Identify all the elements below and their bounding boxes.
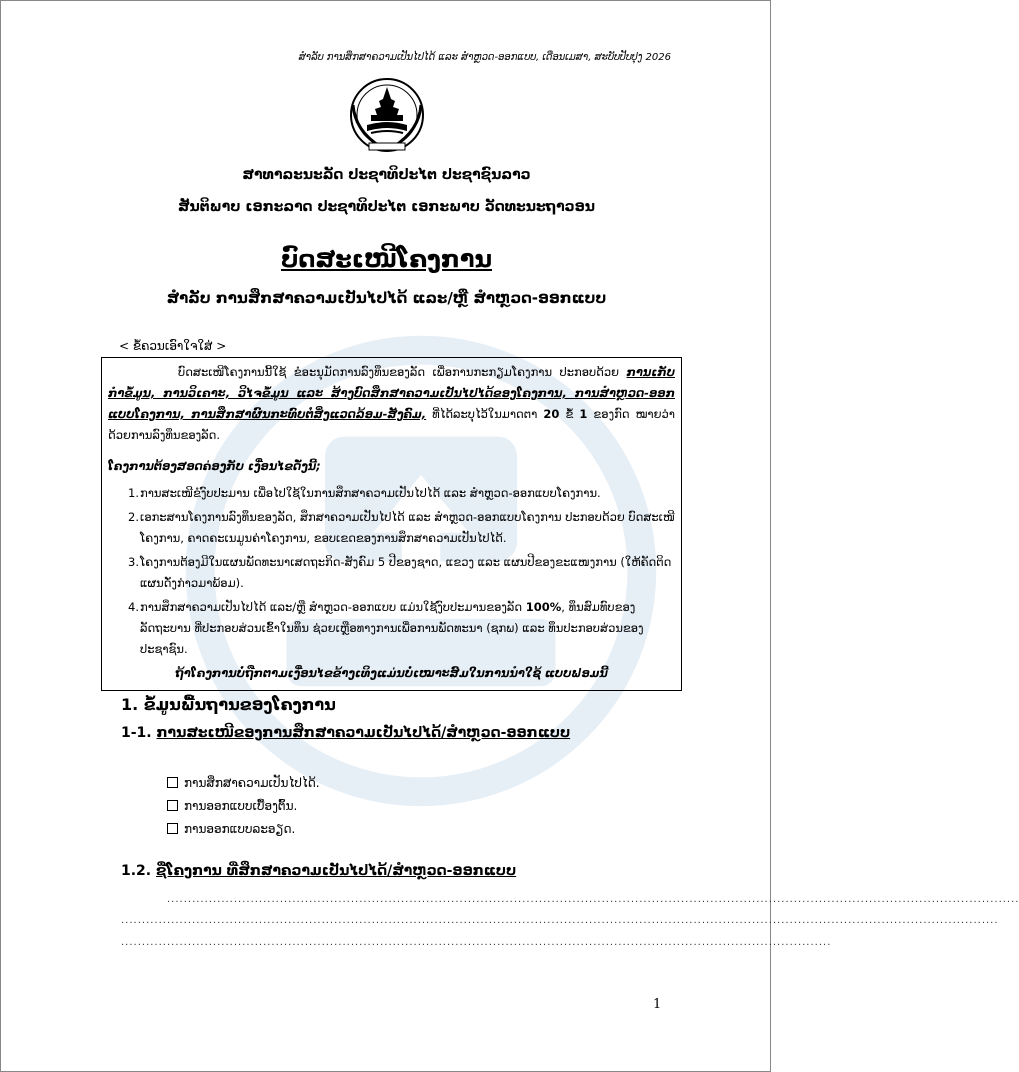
national-motto: ສັນຕິພາບ ເອກະລາດ ປະຊາທິປະໄຕ ເອກະພາບ ວັດທະນະຖາວອນ [177,199,596,215]
header-note: ສຳລັບ ການສຶກສາຄວາມເປັນໄປໄດ້ ແລະ ສຳຫຼວດ-ອອກແບບ, ເດືອນເມສາ, ສະບັບປັບປຸງ 2026 [298,52,671,63]
notice-box [101,357,682,691]
article-number: 20 [543,407,560,421]
section-1-1-heading: 1-1. ການສະເໜີຂອງການສຶກສາຄວາມເປັນໄປໄດ້/ສຳຫຼວດ-ອອກແບບ [121,725,571,741]
list-item: 4. ການສຶກສາຄວາມເປັນໄປໄດ້ ແລະ/ຫຼື ສຳຫຼວດ-ອອກແບບ ແມ່ນໃຊ້ງົບປະມານຂອງລັດ 100%, ທຶນສົມທົບຂອງລັດຖະບານ ທີ່ປະກອບສ່ວນເຂົ້າໃນທຶນ ຊ່ວຍເຫຼືອທາງການເພື່ອການພັດທະນາ (ຊກພ) ແລະ ທຶນປະກອບສ່ວນຂອງປະຊາຊົນ. [128,600,644,656]
requirements-list [108,483,675,660]
project-name-line-3[interactable]: .......................................................................................................................................................................... [121,937,832,948]
notice-closing: ຖ້າໂຄງການບໍ່ຖືກຕາມເງື່ອນໄຂຂ້າງເທິງແມ່ນບໍ່ເໝາະສົມໃນການນຳໃຊ້ ແບບຟອມນີ້ [175,666,608,680]
option-detailed-design[interactable]: ການອອກແບບລະອຽດ. [167,817,320,840]
proposal-type-options [167,771,320,840]
notice-label: < ຂໍ້ຄວນເອົາໃຈໃສ່ > [119,339,227,353]
section-1-2-heading: 1.2. ຊື່ໂຄງການ ທີ່ສຶກສາຄວາມເປັນໄປໄດ້/ສຳຫຼວດ-ອອກແບບ [121,863,517,879]
clause-number: 1 [579,407,588,421]
notice-intro: ບົດສະເໜີໂຄງການນີ້ໃຊ້ ຂໍອະນຸມັດການລົງທຶນຂອງລັດ ເພື່ອການກະກຽມໂຄງການ ປະກອບດ້ວຍ ການເກັບກຳຂໍ້ມູນ, ການວິເຄາະ, ວິໄຈຂໍ້ມູນ ແລະ ສ້າງບົດສຶກສາຄວາມເປັນໄປໄດ້ຂອງໂຄງການ, ການສຳຫຼວດ-ອອກແບບໂຄງການ, ການສຶກສາຜົນກະທົບຕໍ່ສິ່ງແວດລ້ອມ-ສັງຄົມ, ທີ່ໄດ້ລະບຸໄວ້ໃນມາດຕາ 20 ຂໍ້ 1 ຂອງກົດ ໝາຍວ່າດ້ວຍການລົງທຶນຂອງລັດ. [108,365,675,442]
checkbox[interactable] [167,777,178,788]
requirements-title: ໂຄງການຕ້ອງສອດຄ່ອງກັບ ເງື່ອນໄຂດັ່ງນີ້; [108,459,321,473]
notice-intro-emphasis: ການເກັບກຳຂໍ້ມູນ, ການວິເຄາະ, ວິໄຈຂໍ້ມູນ ແລະ ສ້າງບົດສຶກສາຄວາມເປັນໄປໄດ້ຂອງໂຄງການ, ການສຳຫຼວດ-ອອກແບບໂຄງການ, ການສຶກສາຜົນກະທົບຕໍ່ສິ່ງແວດລ້ອມ-ສັງຄົມ, [108,365,675,421]
option-feasibility-study[interactable]: ການສຶກສາຄວາມເປັນໄປໄດ້. [167,771,320,794]
list-item: 1. ການສະເໜີຂໍງົບປະມານ ເພື່ອໄປໃຊ້ໃນການສຶກສາຄວາມເປັນໄປໄດ້ ແລະ ສຳຫຼວດ-ອອກແບບໂຄງການ. [128,486,601,500]
checkbox[interactable] [167,800,178,811]
project-name-line-1[interactable]: ............................................................................................................................................................................................................ [167,894,1019,905]
list-item: 3. ໂຄງການຕ້ອງມີໃນແຜນພັດທະນາເສດຖະກິດ-ສັງຄົມ 5 ປີຂອງຊາດ, ແຂວງ ແລະ ແຜນປີຂອງຂະແໜງການ (ໃຫ້ຄັດຕິດແຜນດັ່ງກ່າວມາພ້ອມ). [128,555,672,590]
document-title: ບົດສະເໜີໂຄງການ [281,245,492,273]
list-item: 2. ເອກະສານໂຄງການລົງທຶນຂອງລັດ, ສຶກສາຄວາມເປັນໄປໄດ້ ແລະ ສຳຫຼວດ-ອອກແບບໂຄງການ ປະກອບດ້ວຍ ບົດສະເໜີໂຄງການ, ຄາດຄະເນມູນຄ່າໂຄງການ, ຂອບເຂດຂອງການສຶກສາຄວາມເປັນໄປໄດ້. [128,510,675,545]
document-subtitle: ສຳລັບ ການສຶກສາຄວາມເປັນໄປໄດ້ ແລະ/ຫຼື ສຳຫຼວດ-ອອກແບບ [166,289,607,307]
checkbox[interactable] [167,823,178,834]
project-name-line-2[interactable]: .................................................................................................................................................................................................................. [121,915,999,926]
national-emblem-icon [341,75,433,155]
republic-name: ສາທາລະນະລັດ ປະຊາທິປະໄຕ ປະຊາຊົນລາວ [242,167,531,183]
section-1-heading: 1. ຂໍ້ມູນພື້ນຖານຂອງໂຄງການ [121,695,336,714]
option-preliminary-design[interactable]: ການອອກແບບເບື້ອງຕົ້ນ. [167,794,320,817]
page-number: 1 [653,997,662,1012]
